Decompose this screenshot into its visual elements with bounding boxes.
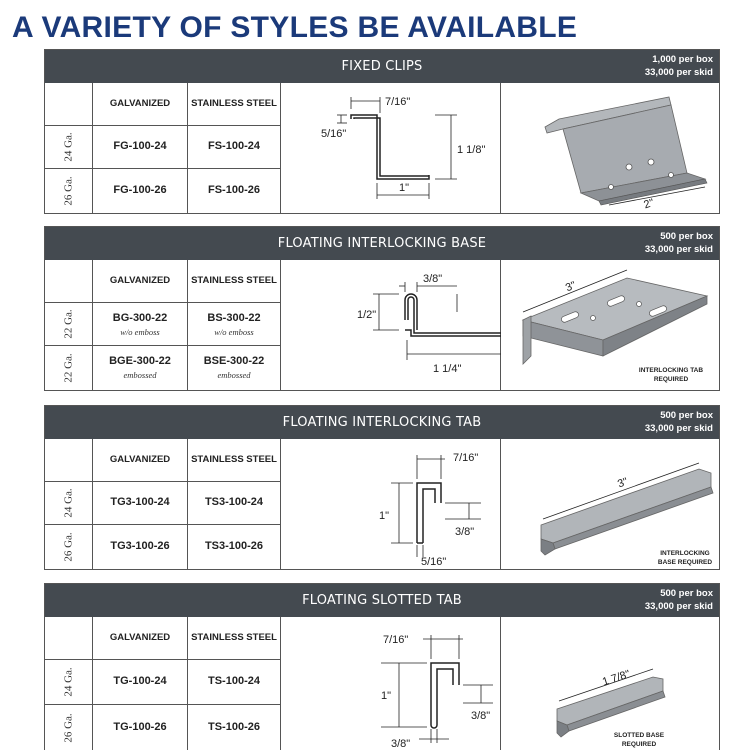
part-number: FS-100-24 bbox=[208, 140, 260, 152]
image-note-line-1: INTERLOCKING TAB bbox=[638, 367, 704, 374]
part-note: w/o emboss bbox=[214, 327, 254, 337]
slotted-tab-product-image bbox=[501, 617, 719, 750]
part-number: BGE-300-22 bbox=[109, 355, 171, 367]
empty-corner-cell bbox=[45, 83, 93, 126]
section-header bbox=[45, 406, 719, 439]
dim-top-label: 3/8" bbox=[423, 273, 443, 285]
dim-right-label: 3/8" bbox=[471, 710, 491, 722]
interlocking-tab-profile-drawing bbox=[281, 439, 501, 569]
part-number: TG-100-26 bbox=[113, 721, 167, 733]
part-number: TG3-100-24 bbox=[110, 496, 170, 508]
empty-corner-cell bbox=[45, 260, 93, 303]
stainless-header-cell bbox=[188, 260, 281, 303]
product-image-cell bbox=[501, 83, 719, 213]
galvanized-header-cell bbox=[93, 617, 188, 660]
stainless-header-cell bbox=[188, 439, 281, 482]
profile-drawing-cell bbox=[281, 617, 501, 750]
galvanized-header: GALVANIZED bbox=[109, 454, 171, 465]
stainless-part-cell bbox=[188, 660, 281, 705]
gauge-cell bbox=[45, 303, 93, 346]
galvanized-part-cell bbox=[93, 705, 188, 750]
dim-left-label: 1" bbox=[379, 510, 390, 522]
galvanized-header: GALVANIZED bbox=[109, 275, 171, 286]
image-note-line-2: REQUIRED bbox=[653, 376, 689, 383]
gauge-cell bbox=[45, 705, 93, 750]
section-title: FIXED CLIPS bbox=[341, 59, 423, 74]
per-box-count: 500 per box bbox=[660, 588, 713, 599]
gauge-cell bbox=[45, 525, 93, 569]
section-fixed-clips bbox=[44, 49, 720, 214]
part-number: TS-100-26 bbox=[208, 721, 260, 733]
stainless-header: STAINLESS STEEL bbox=[191, 275, 277, 286]
galvanized-part-cell bbox=[93, 169, 188, 213]
stainless-part-cell bbox=[188, 346, 281, 390]
part-number: TG3-100-26 bbox=[110, 540, 170, 552]
stainless-part-cell bbox=[188, 303, 281, 346]
per-skid-count: 33,000 per skid bbox=[644, 601, 713, 612]
stainless-header: STAINLESS STEEL bbox=[191, 98, 277, 109]
gauge-cell bbox=[45, 126, 93, 169]
galvanized-part-cell bbox=[93, 303, 188, 346]
fixed-clip-profile-drawing bbox=[281, 83, 501, 213]
image-dim-label: 3" bbox=[563, 279, 578, 295]
gauge-cell bbox=[45, 346, 93, 390]
part-number: TS3-100-26 bbox=[204, 540, 264, 552]
gauge-cell bbox=[45, 169, 93, 213]
galvanized-part-cell bbox=[93, 525, 188, 569]
stainless-part-cell bbox=[188, 169, 281, 213]
gauge-label: 24 Ga. bbox=[62, 667, 75, 697]
gauge-label: 24 Ga. bbox=[62, 132, 75, 162]
fixed-clip-product-image bbox=[501, 83, 719, 213]
section-floating-interlocking-tab bbox=[44, 405, 720, 570]
empty-corner-cell bbox=[45, 617, 93, 660]
galvanized-header: GALVANIZED bbox=[109, 98, 171, 109]
packaging-count bbox=[645, 587, 713, 613]
page-title: A VARIETY OF STYLES BE AVAILABLE bbox=[12, 11, 578, 44]
stainless-part-cell bbox=[188, 126, 281, 169]
dim-right-label: 3/8" bbox=[455, 526, 475, 538]
galvanized-header-cell bbox=[93, 260, 188, 303]
dim-bottom-label: 1" bbox=[399, 182, 410, 194]
section-title: FLOATING SLOTTED TAB bbox=[302, 593, 462, 608]
dim-top-label: 7/16" bbox=[453, 452, 479, 464]
part-number: FG-100-26 bbox=[113, 184, 167, 196]
image-note-line-1: SLOTTED BASE bbox=[613, 732, 665, 739]
galvanized-part-cell bbox=[93, 126, 188, 169]
interlocking-base-profile-drawing bbox=[281, 260, 501, 390]
gauge-label: 22 Ga. bbox=[62, 309, 75, 339]
dim-left-label: 1/2" bbox=[357, 309, 377, 321]
gauge-label: 22 Ga. bbox=[62, 353, 75, 383]
dim-bottom-label: 3/8" bbox=[391, 738, 411, 750]
image-note-line-2: BASE REQUIRED bbox=[657, 559, 713, 566]
per-box-count: 1,000 per box bbox=[652, 54, 713, 65]
section-header bbox=[45, 584, 719, 617]
stainless-part-cell bbox=[188, 482, 281, 525]
part-note: w/o emboss bbox=[120, 327, 160, 337]
galvanized-part-cell bbox=[93, 482, 188, 525]
dim-left-label: 1" bbox=[381, 690, 392, 702]
section-grid bbox=[45, 617, 719, 750]
packaging-count bbox=[645, 409, 713, 435]
stainless-part-cell bbox=[188, 525, 281, 569]
image-dim-label: 1 7/8" bbox=[600, 668, 632, 689]
section-grid bbox=[45, 439, 719, 569]
galvanized-header-cell bbox=[93, 83, 188, 126]
gauge-label: 26 Ga. bbox=[62, 176, 75, 206]
stainless-header: STAINLESS STEEL bbox=[191, 454, 277, 465]
part-number: FG-100-24 bbox=[113, 140, 167, 152]
image-note-line-2: REQUIRED bbox=[621, 741, 657, 748]
dim-top-label: 7/16" bbox=[383, 634, 409, 646]
stainless-part-cell bbox=[188, 705, 281, 750]
part-number: BG-300-22 bbox=[112, 312, 168, 324]
product-image-cell bbox=[501, 260, 719, 390]
galvanized-header-cell bbox=[93, 439, 188, 482]
section-grid bbox=[45, 260, 719, 390]
part-number: BSE-300-22 bbox=[203, 355, 265, 367]
packaging-count bbox=[645, 230, 713, 256]
galvanized-header: GALVANIZED bbox=[109, 632, 171, 643]
gauge-cell bbox=[45, 482, 93, 525]
per-box-count: 500 per box bbox=[660, 410, 713, 421]
profile-drawing-cell bbox=[281, 83, 501, 213]
product-image-cell bbox=[501, 617, 719, 750]
section-floating-interlocking-base bbox=[44, 226, 720, 391]
profile-drawing-cell bbox=[281, 260, 501, 390]
dim-left-label: 5/16" bbox=[321, 128, 347, 140]
dim-top-label: 7/16" bbox=[385, 96, 411, 108]
image-note-line-1: INTERLOCKING bbox=[660, 550, 710, 557]
slotted-tab-profile-drawing bbox=[281, 617, 501, 750]
image-dim-label: 3" bbox=[616, 475, 630, 491]
per-skid-count: 33,000 per skid bbox=[644, 423, 713, 434]
dim-bottom-label: 1 1/4" bbox=[433, 363, 462, 375]
stainless-header-cell bbox=[188, 83, 281, 126]
part-number: TS-100-24 bbox=[208, 675, 260, 687]
dim-bottom-label: 5/16" bbox=[421, 556, 447, 568]
profile-drawing-cell bbox=[281, 439, 501, 569]
section-floating-slotted-tab bbox=[44, 583, 720, 750]
section-header bbox=[45, 50, 719, 83]
image-dim-label: 2" bbox=[642, 196, 656, 212]
per-skid-count: 33,000 per skid bbox=[644, 244, 713, 255]
part-number: TG-100-24 bbox=[113, 675, 167, 687]
part-note: embossed bbox=[123, 370, 157, 380]
section-title: FLOATING INTERLOCKING BASE bbox=[277, 236, 487, 251]
gauge-cell bbox=[45, 660, 93, 705]
interlocking-base-product-image bbox=[501, 260, 719, 390]
section-title: FLOATING INTERLOCKING TAB bbox=[282, 415, 482, 430]
packaging-count bbox=[645, 53, 713, 79]
stainless-header-cell bbox=[188, 617, 281, 660]
gauge-label: 26 Ga. bbox=[62, 532, 75, 562]
dim-right-label: 1 1/8" bbox=[457, 144, 486, 156]
section-header bbox=[45, 227, 719, 260]
part-number: FS-100-26 bbox=[208, 184, 260, 196]
per-skid-count: 33,000 per skid bbox=[644, 67, 713, 78]
galvanized-part-cell bbox=[93, 346, 188, 390]
per-box-count: 500 per box bbox=[660, 231, 713, 242]
gauge-label: 26 Ga. bbox=[62, 713, 75, 743]
stainless-header: STAINLESS STEEL bbox=[191, 632, 277, 643]
product-image-cell bbox=[501, 439, 719, 569]
part-number: TS3-100-24 bbox=[204, 496, 264, 508]
section-grid bbox=[45, 83, 719, 213]
interlocking-tab-product-image bbox=[501, 439, 719, 569]
galvanized-part-cell bbox=[93, 660, 188, 705]
empty-corner-cell bbox=[45, 439, 93, 482]
gauge-label: 24 Ga. bbox=[62, 488, 75, 518]
part-number: BS-300-22 bbox=[207, 312, 261, 324]
part-note: embossed bbox=[217, 370, 251, 380]
